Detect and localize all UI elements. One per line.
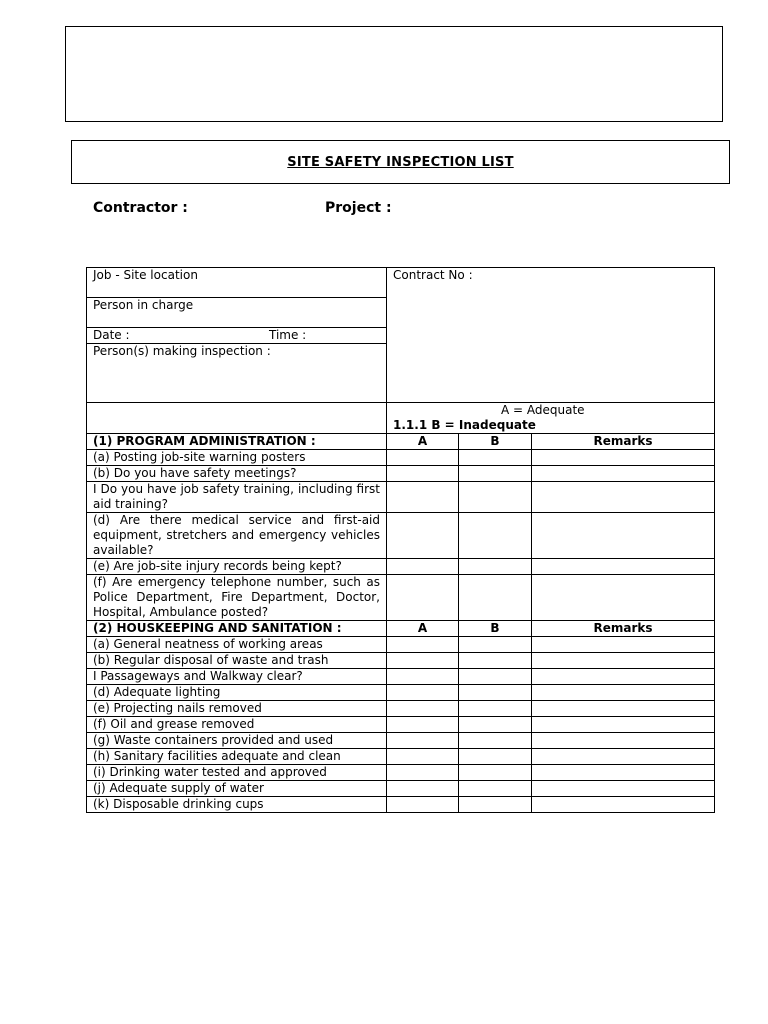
inadequate-checkbox-cell[interactable] [459,559,532,575]
table-row [87,653,715,669]
checklist-item: (e) Projecting nails removed [87,701,387,717]
checklist-item: (h) Sanitary facilities adequate and clean [87,749,387,765]
table-row [87,466,715,482]
inadequate-checkbox-cell[interactable] [459,513,532,559]
column-b-header: B [459,434,532,450]
checklist-item: (d) Are there medical service and first-aid equipment, stretchers and emergency vehicles available? [87,513,387,559]
inadequate-checkbox-cell[interactable] [459,701,532,717]
table-row [87,781,715,797]
remarks-cell[interactable] [532,733,715,749]
checklist-item: (f) Are emergency telephone number, such as Police Department, Fire Department, Doctor, Hospital, Ambulance posted? [87,575,387,621]
section-heading-row [87,434,715,450]
inadequate-checkbox-cell[interactable] [459,733,532,749]
adequate-checkbox-cell[interactable] [387,701,459,717]
adequate-checkbox-cell[interactable] [387,559,459,575]
inadequate-checkbox-cell[interactable] [459,482,532,513]
remarks-cell[interactable] [532,669,715,685]
table-row [87,685,715,701]
column-remarks-header: Remarks [532,621,715,637]
column-a-header: A [387,434,459,450]
date-label: Date : [93,328,130,342]
person-in-charge-field[interactable]: Person in charge [87,298,387,328]
column-remarks-header: Remarks [532,434,715,450]
sections-body [87,434,715,813]
adequate-checkbox-cell[interactable] [387,669,459,685]
project-label: Project : [325,200,392,216]
adequate-checkbox-cell[interactable] [387,575,459,621]
inadequate-checkbox-cell[interactable] [459,797,532,813]
section-heading-row [87,621,715,637]
checklist-item: (b) Do you have safety meetings? [87,466,387,482]
adequate-checkbox-cell[interactable] [387,466,459,482]
remarks-cell[interactable] [532,466,715,482]
inadequate-checkbox-cell[interactable] [459,749,532,765]
date-time-field[interactable] [87,328,387,344]
table-row [87,450,715,466]
header-blank-box [65,26,723,122]
checklist-item: (b) Regular disposal of waste and trash [87,653,387,669]
time-label: Time : [269,328,307,342]
remarks-cell[interactable] [532,559,715,575]
legend-blank-cell [87,403,387,434]
table-row [87,701,715,717]
inadequate-checkbox-cell[interactable] [459,450,532,466]
inadequate-checkbox-cell[interactable] [459,717,532,733]
page-title: SITE SAFETY INSPECTION LIST [287,154,514,170]
table-row [87,733,715,749]
title-box [71,140,730,184]
checklist-item: (a) General neatness of working areas [87,637,387,653]
inadequate-checkbox-cell[interactable] [459,669,532,685]
remarks-cell[interactable] [532,701,715,717]
checklist-item: (k) Disposable drinking cups [87,797,387,813]
table-row [87,575,715,621]
adequate-checkbox-cell[interactable] [387,781,459,797]
table-row [87,513,715,559]
inadequate-checkbox-cell[interactable] [459,575,532,621]
inadequate-checkbox-cell[interactable] [459,653,532,669]
adequate-checkbox-cell[interactable] [387,482,459,513]
remarks-cell[interactable] [532,450,715,466]
section-heading: (1) PROGRAM ADMINISTRATION : [87,434,387,450]
remarks-cell[interactable] [532,685,715,701]
legend-inadequate: 1.1.1 B = Inadequate [393,418,536,432]
checklist-item: I Do you have job safety training, including first aid training? [87,482,387,513]
checklist-item: (f) Oil and grease removed [87,717,387,733]
inadequate-checkbox-cell[interactable] [459,685,532,701]
inadequate-checkbox-cell[interactable] [459,637,532,653]
adequate-checkbox-cell[interactable] [387,797,459,813]
remarks-cell[interactable] [532,781,715,797]
adequate-checkbox-cell[interactable] [387,749,459,765]
checklist-item: I Passageways and Walkway clear? [87,669,387,685]
job-site-location-field[interactable]: Job - Site location [87,268,387,298]
remarks-cell[interactable] [532,482,715,513]
remarks-cell[interactable] [532,513,715,559]
remarks-cell[interactable] [532,717,715,733]
persons-inspecting-field[interactable]: Person(s) making inspection : [87,344,387,403]
table-row [87,765,715,781]
checklist-item: (a) Posting job-site warning posters [87,450,387,466]
remarks-cell[interactable] [532,637,715,653]
adequate-checkbox-cell[interactable] [387,685,459,701]
table-row [87,717,715,733]
remarks-cell[interactable] [532,797,715,813]
table-row [87,749,715,765]
column-b-header: B [459,621,532,637]
inspection-table [86,267,715,813]
contractor-label: Contractor : [93,200,188,216]
checklist-item: (d) Adequate lighting [87,685,387,701]
adequate-checkbox-cell[interactable] [387,653,459,669]
remarks-cell[interactable] [532,575,715,621]
adequate-checkbox-cell[interactable] [387,637,459,653]
checklist-item: (e) Are job-site injury records being kept? [87,559,387,575]
adequate-checkbox-cell[interactable] [387,733,459,749]
table-row [87,669,715,685]
contract-no-field[interactable]: Contract No : [387,268,715,403]
remarks-cell[interactable] [532,749,715,765]
remarks-cell[interactable] [532,653,715,669]
inadequate-checkbox-cell[interactable] [459,765,532,781]
legend-cell [387,403,715,434]
section-heading: (2) HOUSKEEPING AND SANITATION : [87,621,387,637]
table-row [87,797,715,813]
adequate-checkbox-cell[interactable] [387,450,459,466]
inadequate-checkbox-cell[interactable] [459,781,532,797]
adequate-checkbox-cell[interactable] [387,513,459,559]
legend-adequate: A = Adequate [501,403,585,417]
column-a-header: A [387,621,459,637]
checklist-item: (g) Waste containers provided and used [87,733,387,749]
adequate-checkbox-cell[interactable] [387,765,459,781]
checklist-item: (j) Adequate supply of water [87,781,387,797]
checklist-item: (i) Drinking water tested and approved [87,765,387,781]
inadequate-checkbox-cell[interactable] [459,466,532,482]
table-row [87,559,715,575]
remarks-cell[interactable] [532,765,715,781]
table-row [87,637,715,653]
adequate-checkbox-cell[interactable] [387,717,459,733]
table-row [87,482,715,513]
